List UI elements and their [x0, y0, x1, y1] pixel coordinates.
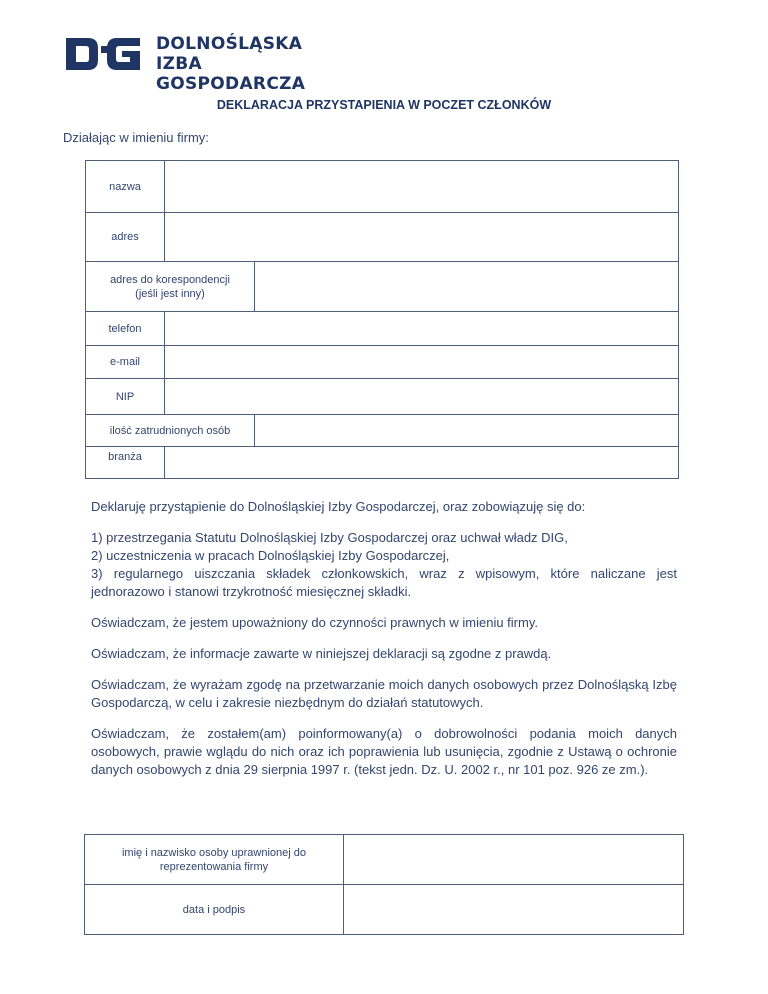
- statement-truthfulness: Oświadczam, że informacje zawarte w niniejszej deklaracji są zgodne z prawdą.: [91, 646, 552, 661]
- field-label-telefon: telefon: [86, 312, 165, 346]
- date-signature-field[interactable]: [344, 885, 684, 935]
- field-value-branza[interactable]: [165, 447, 679, 479]
- logo-wordmark: [156, 34, 305, 94]
- intro-text: Działając w imieniu firmy:: [63, 130, 209, 145]
- field-value-nazwa[interactable]: [165, 161, 679, 213]
- date-signature-label: data i podpis: [85, 885, 344, 935]
- statement-data-rights: Oświadczam, że zostałem(am) poinformowany(a) o dobrowolności podania moich danych osobowych, prawie wglądu do nich oraz ich poprawienia lub usunięcia, zgodnie z Ustawą o ochronie danych osobowych z dnia 29 sierpnia 1997 r. (tekst jedn. Dz. U. 2002 r., nr 101 poz. 926 ze zm.).: [91, 726, 677, 777]
- obligation-item: 3) regularnego uiszczania składek członkowskich, wraz z wpisowym, które naliczane jest jednorazowo i stanowi trzykrotność miesięcznej składki.: [91, 566, 677, 599]
- obligation-item: 1) przestrzegania Statutu Dolnośląskiej Izby Gospodarczej oraz uchwał władz DIG,: [91, 530, 568, 545]
- signature-table: [84, 834, 684, 935]
- statement-authorization: Oświadczam, że jestem upoważniony do czynności prawnych w imieniu firmy.: [91, 615, 538, 630]
- logo-line-2: GOSPODARCZA: [156, 74, 306, 94]
- field-label-nip: NIP: [86, 379, 165, 415]
- dig-logo-icon: [64, 36, 142, 72]
- field-label-nazwa: nazwa: [86, 161, 165, 213]
- field-value-employees[interactable]: [255, 415, 679, 447]
- field-label-adres-korespondencji-line1: adres do korespondencji: [110, 273, 230, 286]
- field-value-email[interactable]: [165, 346, 679, 379]
- field-value-adres-korespondencji[interactable]: [255, 262, 679, 312]
- field-label-adres-korespondencji: [86, 262, 255, 312]
- representative-name-label: imię i nazwisko osoby uprawnionej do reprezentowania firmy: [85, 835, 344, 885]
- field-value-nip[interactable]: [165, 379, 679, 415]
- logo-line-1: DOLNOŚLĄSKA IZBA: [156, 34, 303, 74]
- declaration-text: [91, 498, 677, 792]
- field-label-employees: ilość zatrudnionych osób: [86, 415, 255, 447]
- company-details-table: [85, 160, 679, 479]
- field-label-email: e-mail: [86, 346, 165, 379]
- declaration-lead: Deklaruję przystąpienie do Dolnośląskiej Izby Gospodarczej, oraz zobowiązuję się do:: [91, 499, 586, 514]
- document-title: DEKLARACJA PRZYSTAPIENIA W POCZET CZŁONKÓW: [216, 98, 552, 112]
- field-label-branza: branża: [86, 447, 165, 479]
- obligations-list: [91, 529, 677, 601]
- field-value-adres[interactable]: [165, 213, 679, 262]
- statement-data-consent: Oświadczam, że wyrażam zgodę na przetwarzanie moich danych osobowych przez Dolnośląską Izbę Gospodarczą, w celu i zakresie niezbędnym do działań statutowych.: [91, 677, 677, 710]
- obligation-item: 2) uczestniczenia w pracach Dolnośląskiej Izby Gospodarczej,: [91, 548, 450, 563]
- field-value-telefon[interactable]: [165, 312, 679, 346]
- field-label-adres-korespondencji-line2: (jeśli jest inny): [135, 287, 205, 300]
- field-label-adres: adres: [86, 213, 165, 262]
- representative-name-field[interactable]: [344, 835, 684, 885]
- logo: [64, 34, 306, 94]
